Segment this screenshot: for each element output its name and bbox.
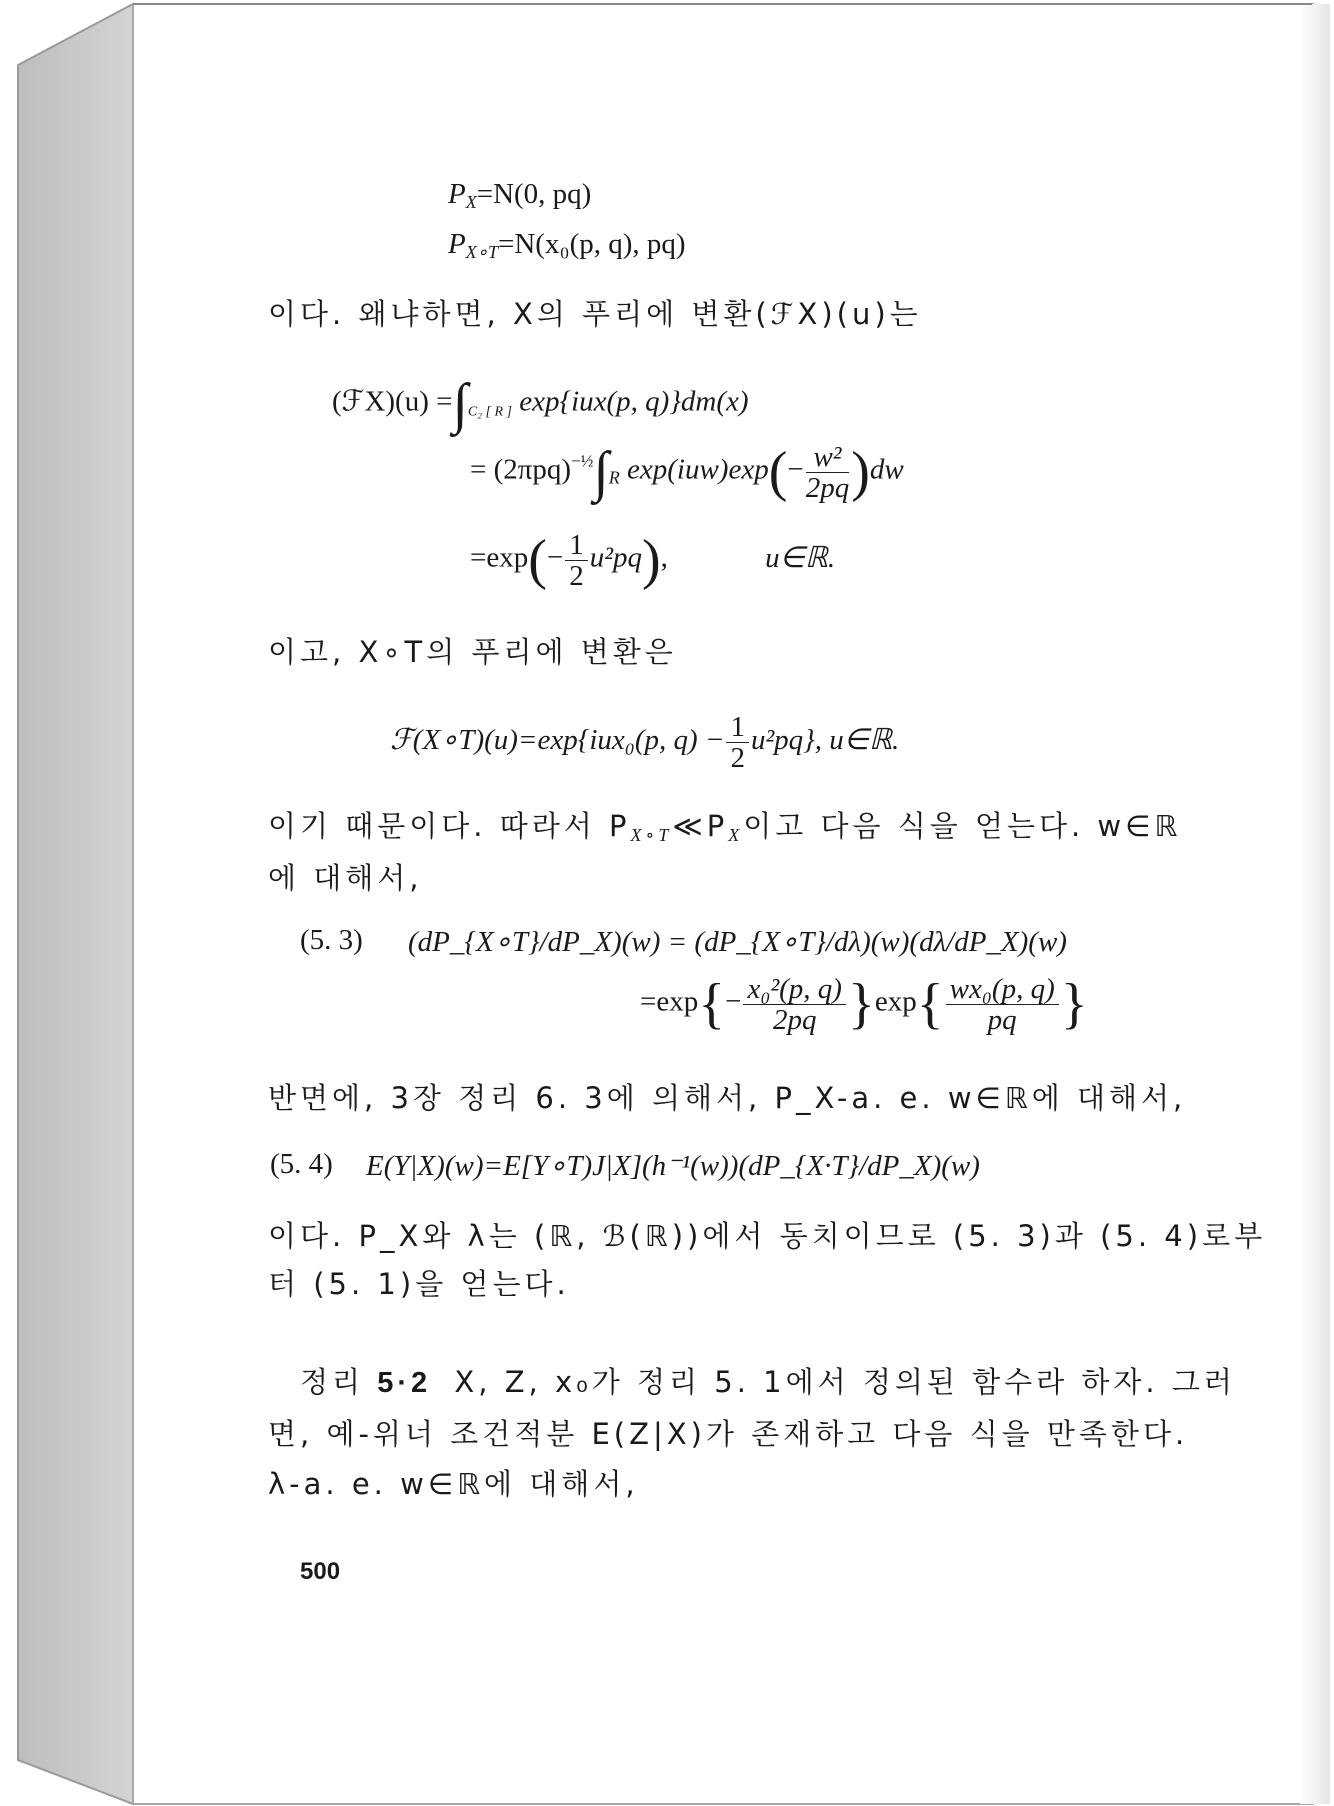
theorem-text-3: λ-a. e. w∈ℝ에 대해서, bbox=[268, 1467, 639, 1501]
equation-fourier-line1: (ℱX)(u) $=\int_{C_2 [ R ]}$ exp{iux(p, q)}dm(x) bbox=[332, 373, 749, 435]
page-number: 500 bbox=[300, 1558, 341, 1585]
text-line-because: 이다. 왜냐하면, X의 푸리에 변환(ℱX)(u)는 bbox=[268, 297, 922, 331]
equation-5-3-line2: =exp{− $\frac{\text{x₀²(p, q)}}{2pq}$ }exp{ $\frac{\text{wx₀(p, q)}}{pq}$ } bbox=[640, 972, 1088, 1036]
theorem-text-2: 면, 예-위너 조건적분 E(Z|X)가 존재하고 다음 식을 만족한다. bbox=[268, 1417, 1189, 1451]
theorem-number: 5·2 bbox=[377, 1367, 432, 1399]
equation-5-4-label: (5. 4) bbox=[270, 1148, 333, 1180]
equation-fourier-line3: =exp(− $\frac{1}{2}$ u²pq), u∈ℝ. bbox=[470, 528, 836, 592]
page-sheet bbox=[133, 4, 1313, 1804]
text-line-for: 에 대해서, bbox=[268, 861, 423, 895]
equation-5-3-line1: (dP_{X∘T}/dP_X)(w) = (dP_{X∘T}/dλ)(w)(dλ/dP_X)(w) bbox=[408, 926, 1067, 958]
equation-pxt: $P_{X\circ T}=N(x_0(p$, q), pq) bbox=[448, 228, 686, 262]
text-line-and: 이고, X∘T의 푸리에 변환은 bbox=[268, 635, 677, 669]
equation-fourier-xt: ℱ(X∘T)(u)=exp{iux₀(p, q) − $\frac{1}{2}$ u²pq}, u∈ℝ. bbox=[390, 711, 900, 774]
text-line-equiv-1: 이다. P_X와 λ는 (ℝ, ℬ(ℝ))에서 동치이므로 (5. 3)과 (5. 4)로부 bbox=[268, 1219, 1267, 1253]
text-line-equiv-2: 터 (5. 1)을 얻는다. bbox=[268, 1267, 570, 1301]
theorem-5-2: 정리 5·2 X, Z, x₀가 정리 5. 1에서 정의된 함수라 하자. 그러 bbox=[300, 1365, 1236, 1399]
equation-5-3-label: (5. 3) bbox=[300, 924, 363, 956]
equation-px: $P_X=N(0$, pq) bbox=[448, 178, 592, 212]
book-spine bbox=[18, 4, 133, 1804]
equation-fourier-line2: = $(2\pi pq)^{-\frac{1}{2}}\int_R$ exp(iuw)exp(− $\frac{\text{w²}}{2pq}$ )dw bbox=[470, 440, 904, 504]
theorem-label: 정리 bbox=[300, 1365, 365, 1399]
text-line-meanwhile: 반면에, 3장 정리 6. 3에 의해서, P_X-a. e. w∈ℝ에 대해서, bbox=[268, 1081, 1187, 1115]
equation-5-4-body: E(Y|X)(w)=E[Y∘T)J|X](h⁻¹(w))(dP_{X·T}/dP_X)(w) bbox=[366, 1150, 980, 1182]
text-line-therefore: 이기 때문이다. 따라서 $P_{X\circ T}≪P_X$이고 다음 식을 얻는다. w∈ℝ bbox=[268, 809, 1182, 845]
